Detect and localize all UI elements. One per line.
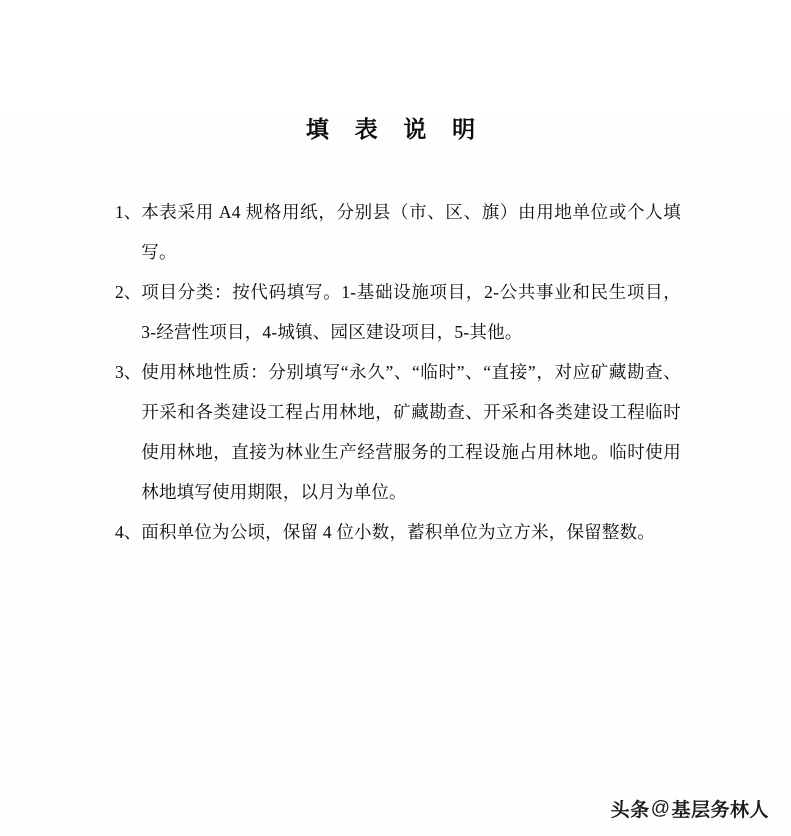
list-item: [0, 512, 791, 552]
list-item-number: 4、: [115, 521, 142, 542]
list-item-text: 项目分类：按代码填写。1-基础设施项目，2-公共事业和民生项目，3-经营性项目，4-城镇、园区建设项目，5-其他。: [141, 281, 681, 342]
list-item-number: 2、: [115, 281, 142, 302]
list-item-text: 面积单位为公顷，保留 4 位小数，蓄积单位为立方米，保留整数。: [141, 521, 655, 542]
watermark-username: 基层务林人: [671, 800, 769, 821]
list-item-number: 3、: [115, 361, 142, 382]
list-item: [0, 352, 791, 512]
watermark: [611, 795, 769, 822]
instruction-list: [0, 192, 791, 552]
list-item-text: 本表采用 A4 规格用纸，分别县（市、区、旗）由用地单位或个人填写。: [141, 201, 681, 262]
list-item-text: 使用林地性质：分别填写“永久”、“临时”、“直接”，对应矿藏勘查、开采和各类建设工程占用林地，矿藏勘查、开采和各类建设工程临时使用林地，直接为林业生产经营服务的工程设施占用林地。临时使用林地填写使用期限，以月为单位。: [141, 361, 681, 502]
list-item: [0, 192, 791, 272]
page-title: 填 表 说 明: [305, 117, 486, 142]
watermark-brand: 头条: [610, 800, 650, 821]
document-page: [0, 116, 791, 836]
watermark-at-symbol: @: [650, 797, 671, 819]
list-item-number: 1、: [115, 201, 142, 222]
list-item: [0, 272, 791, 352]
